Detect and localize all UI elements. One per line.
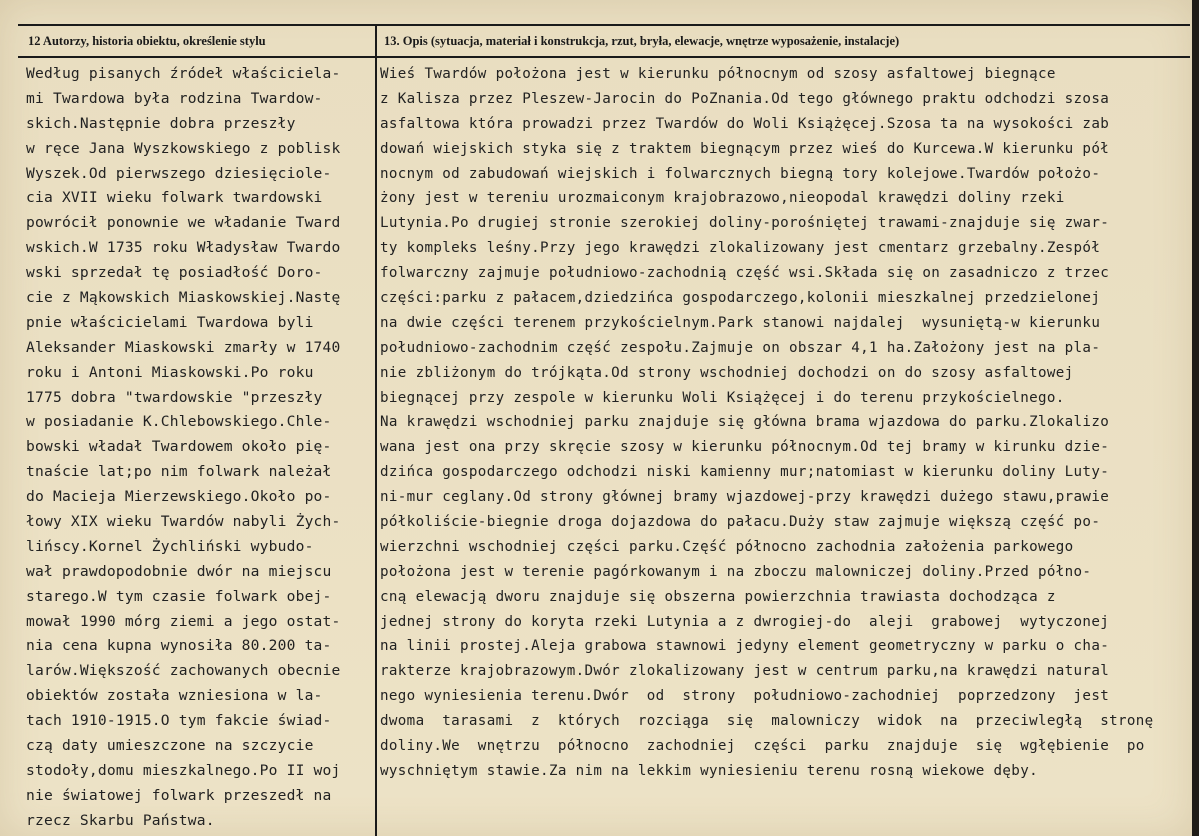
left-text-line: larów.Większość zachowanych obecnie	[26, 662, 341, 680]
right-text-line: półkoliście-biegnie droga dojazdowa do pałacu.Duży staw zajmuje większą część po-	[380, 514, 1101, 531]
right-text-line: Na krawędzi wschodniej parku znajduje się główna brama wjazdowa do parku.Zlokalizo	[380, 414, 1110, 431]
right-text-line: nego wyniesienia terenu.Dwór od strony południowo-zachodniej poprzedzony jest	[380, 688, 1110, 705]
right-text-line: dzińca gospodarczego odchodzi niski kamienny mur;natomiast w kierunku doliny Luty-	[380, 464, 1110, 481]
right-text-line: części:parku z pałacem,dziedzińca gospodarczego,kolonii mieszkalnej przedzielonej	[380, 290, 1101, 307]
left-text-line: starego.W tym czasie folwark obej-	[26, 587, 332, 605]
right-text-line: z Kalisza przez Pleszew-Jarocin do PoZnania.Od tego głównego praktu odchodzi szosa	[380, 90, 1110, 107]
left-text-line: w ręce Jana Wyszkowskiego z poblisk	[26, 139, 341, 157]
left-text-line: skich.Następnie dobra przeszły	[26, 114, 296, 132]
left-text-line: bowski władał Twardowem około pię-	[26, 438, 332, 456]
right-text-line: dwoma tarasami z których rozciąga się malowniczy widok na przeciwległą stronę	[380, 713, 1154, 730]
right-text-line: cną elewacją dworu znajduje się obszerna powierzchnia trawiasta dochodząca z	[380, 588, 1056, 605]
left-text-line: rzecz Skarbu Państwa.	[26, 811, 215, 829]
left-text-line: 1775 dobra "twardowskie "przeszły	[26, 388, 323, 406]
left-text-line: cia XVII wieku folwark twardowski	[26, 189, 323, 207]
left-column-header: 12 Autorzy, historia obiektu, określenie stylu	[28, 34, 266, 48]
scan-edge	[1192, 0, 1199, 836]
left-text-line: łowy XIX wieku Twardów nabyli Żych-	[26, 513, 341, 531]
right-text-line: wierzchni wschodniej części parku.Część północno zachodnia założenia parkowego	[380, 538, 1074, 555]
left-text-line: wski sprzedał tę posiadłość Doro-	[26, 264, 323, 282]
right-text-line: dowań wiejskich styka się z traktem biegnącym przez wieś do Kurcewa.W kierunku pół	[380, 140, 1110, 157]
left-text-line: tnaście lat;po nim folwark należał	[26, 463, 332, 481]
left-text-line: roku i Antoni Miaskowski.Po roku	[26, 363, 314, 381]
left-text-line: stodoły,domu mieszkalnego.Po II woj	[26, 761, 341, 779]
description-text-column	[380, 62, 1188, 784]
left-text-line: mował 1990 mórg ziemi a jego ostat-	[26, 612, 341, 630]
left-text-line: lińscy.Kornel Żychliński wybudo-	[26, 537, 314, 555]
left-text-line: tach 1910-1915.O tym fakcie świad-	[26, 712, 332, 730]
right-column-header: 13. Opis (sytuacja, materiał i konstrukcja, rzut, bryła, elewacje, wnętrze wyposażenie, instalacje)	[384, 34, 900, 48]
header-rule	[18, 56, 1190, 58]
right-text-line: żony jest w tereniu urozmaiconym krajobrazowo,nieopodal krawędzi doliny rzeki	[380, 190, 1065, 207]
left-text-line: czą daty umieszczone na szczycie	[26, 737, 314, 755]
right-text-line: południowo-zachodnim część zespołu.Zajmuje on obszar 4,1 ha.Założony jest na pla-	[380, 339, 1101, 356]
right-text-line: Wieś Twardów położona jest w kierunku północnym od szosy asfaltowej biegnące	[380, 66, 1056, 82]
left-text-line: cie z Mąkowskich Miaskowskiej.Nastę	[26, 289, 341, 307]
right-text-line: na linii prostej.Aleja grabowa stawnowi jedyny element geometryczny w parku o cha-	[380, 638, 1110, 655]
left-text-line: obiektów została wzniesiona w la-	[26, 687, 323, 705]
left-text-line: Wyszek.Od pierwszego dziesięciole-	[26, 164, 332, 182]
right-text-line: folwarczny zajmuje południowo-zachodnią część wsi.Składa się on zasadniczo z trzec	[380, 265, 1110, 282]
left-text-line: wskich.W 1735 roku Władysław Twardo	[26, 239, 341, 257]
column-divider	[375, 24, 377, 836]
left-text-line: nie światowej folwark przeszedł na	[26, 786, 332, 804]
left-text-line: mi Twardowa była rodzina Twardow-	[26, 89, 323, 107]
top-rule	[18, 24, 1190, 26]
right-text-line: nocnym od zabudowań wiejskich i folwarcznych biegną tory kolejowe.Twardów położo-	[380, 165, 1101, 182]
left-text-line: do Macieja Mierzewskiego.Około po-	[26, 488, 332, 506]
left-text-line: w posiadanie K.Chlebowskiego.Chle-	[26, 413, 332, 431]
left-text-line: nia cena kupna wynosiła 80.200 ta-	[26, 637, 332, 655]
left-text-line: powrócił ponownie we władanie Tward	[26, 214, 341, 232]
right-text-line: położona jest w terenie pagórkowanym i na zboczu malowniczej doliny.Przed półno-	[380, 563, 1092, 580]
right-text-line: biegnącej przy zespole w kierunku Woli Książęcej i do terenu przykościelnego.	[380, 389, 1065, 406]
left-text-line: pnie właścicielami Twardowa byli	[26, 313, 314, 331]
right-text-line: asfaltowa która prowadzi przez Twardów do Woli Książęcej.Szosa ta na wysokości zab	[380, 115, 1110, 132]
right-text-line: doliny.We wnętrzu północno zachodniej części parku znajduje się wgłębienie po	[380, 738, 1145, 755]
history-text-column	[26, 62, 374, 834]
right-text-line: ty kompleks leśny.Przy jego krawędzi zlokalizowany jest cmentarz grzebalny.Zespół	[380, 240, 1101, 257]
right-text-line: wyschniętym stawie.Za nim na lekkim wyniesieniu terenu rosną wiekowe dęby.	[380, 762, 1038, 779]
right-text-line: rakterze krajobrazowym.Dwór zlokalizowany jest w centrum parku,na krawędzi natural	[380, 663, 1110, 680]
right-text-line: wana jest ona przy skręcie szosy w kierunku północnym.Od tej bramy w kirunku dzie-	[380, 439, 1110, 456]
right-text-line: Lutynia.Po drugiej stronie szerokiej doliny-porośniętej trawami-znajduje się zwar-	[380, 215, 1110, 232]
left-text-line: wał prawdopodobnie dwór na miejscu	[26, 562, 332, 580]
left-text-line: Według pisanych źródeł właściciela-	[26, 65, 341, 82]
right-text-line: nie zbliżonym do trójkąta.Od strony wschodniej dochodzi on do szosy asfaltowej	[380, 364, 1074, 381]
right-text-line: na dwie części terenem przykościelnym.Park stanowi najdalej wysuniętą-w kierunku	[380, 314, 1101, 331]
right-text-line: ni-mur ceglany.Od strony głównej bramy wjazdowej-przy krawędzi dużego stawu,prawie	[380, 489, 1110, 506]
right-text-line: jednej strony do koryta rzeki Lutynia a z dwrogiej-do aleji grabowej wytyczonej	[380, 613, 1110, 630]
left-text-line: Aleksander Miaskowski zmarły w 1740	[26, 338, 341, 356]
